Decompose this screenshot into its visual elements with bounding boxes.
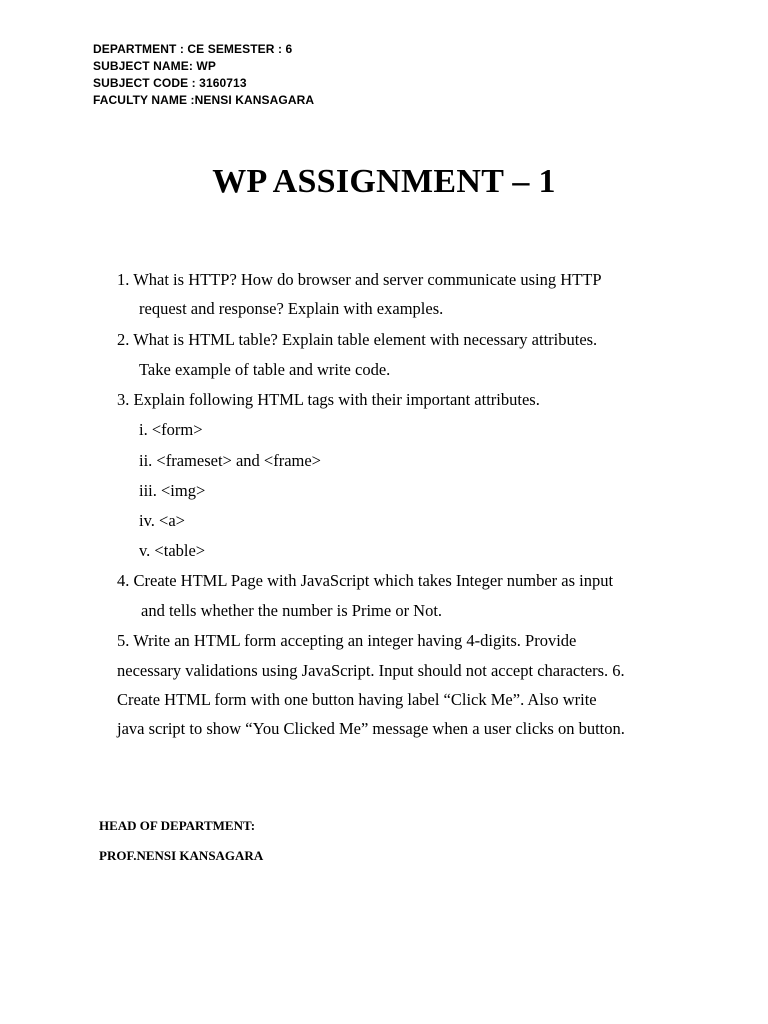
department-line: DEPARTMENT : CE SEMESTER : 6 bbox=[93, 42, 293, 56]
question-5-line-3: Create HTML form with one button having label “Click Me”. Also write bbox=[117, 690, 597, 709]
question-5-line-1: 5. Write an HTML form accepting an integer having 4-digits. Provide bbox=[117, 631, 577, 650]
question-1-line-1: 1. What is HTTP? How do browser and server communicate using HTTP bbox=[117, 270, 602, 289]
faculty-name-line: FACULTY NAME :NENSI KANSAGARA bbox=[93, 93, 315, 107]
document-header bbox=[93, 41, 314, 109]
question-5-line-4: java script to show “You Clicked Me” message when a user clicks on button. bbox=[117, 719, 625, 738]
subject-name-line: SUBJECT NAME: WP bbox=[93, 59, 216, 73]
question-4-line-2: and tells whether the number is Prime or Not. bbox=[141, 601, 443, 620]
question-5-line-2: necessary validations using JavaScript. Input should not accept characters. 6. bbox=[117, 661, 625, 680]
question-2-line-2: Take example of table and write code. bbox=[139, 360, 391, 379]
question-3-item-4: iv. <a> bbox=[139, 511, 185, 530]
question-1-line-2: request and response? Explain with examples. bbox=[139, 299, 444, 318]
head-of-department-label: HEAD OF DEPARTMENT: bbox=[99, 818, 256, 833]
subject-code-line: SUBJECT CODE : 3160713 bbox=[93, 76, 247, 90]
question-3-item-2: ii. <frameset> and <frame> bbox=[139, 451, 321, 470]
question-2-line-1: 2. What is HTML table? Explain table element with necessary attributes. bbox=[117, 330, 598, 349]
question-3-item-3: iii. <img> bbox=[139, 481, 206, 500]
question-4-line-1: 4. Create HTML Page with JavaScript which takes Integer number as input bbox=[117, 571, 614, 590]
question-3-item-5: v. <table> bbox=[139, 541, 206, 560]
question-3-item-1: i. <form> bbox=[139, 420, 203, 439]
head-of-department-name: PROF.NENSI KANSAGARA bbox=[99, 848, 264, 863]
assignment-title: WP ASSIGNMENT – 1 bbox=[212, 163, 556, 200]
question-3-line-1: 3. Explain following HTML tags with their important attributes. bbox=[117, 390, 540, 409]
